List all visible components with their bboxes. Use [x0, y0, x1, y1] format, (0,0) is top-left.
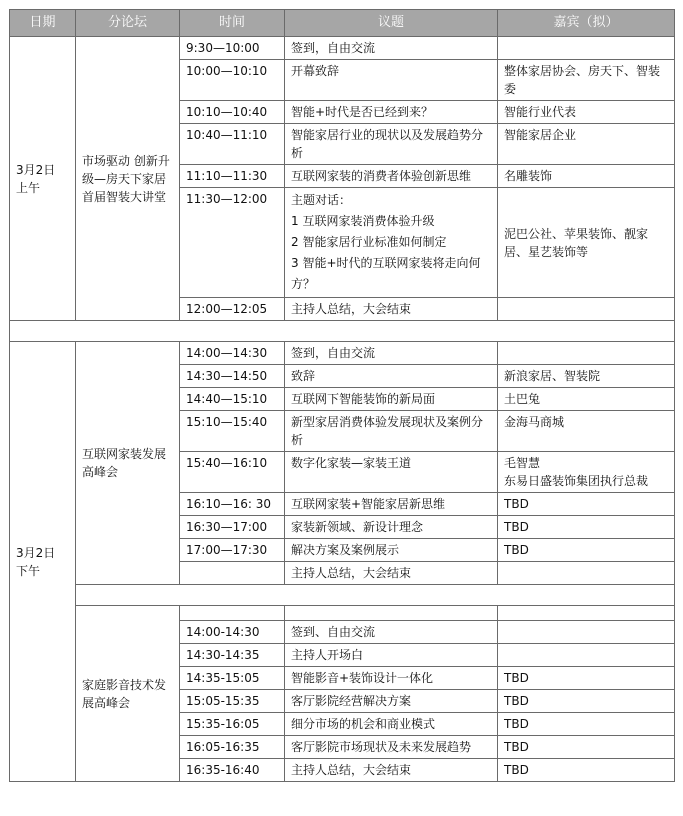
- session-topic: 家装新领域、新设计理念: [285, 516, 498, 539]
- table-row: [10, 37, 675, 60]
- session-time: 10:40—11:10: [180, 124, 285, 165]
- session-time: 14:35-15:05: [180, 667, 285, 690]
- forum1-name: 互联网家装发展高峰会: [82, 447, 167, 479]
- session-time: 14:00-14:30: [180, 621, 285, 644]
- session-time: 16:30—17:00: [180, 516, 285, 539]
- session-topic: 数字化家装—家装王道: [285, 452, 498, 493]
- session-time: 17:00—17:30: [180, 539, 285, 562]
- guest-line: 毛智慧: [504, 456, 541, 470]
- session-time: 15:10—15:40: [180, 411, 285, 452]
- session-guest: [498, 298, 675, 321]
- spacer-cell: [10, 321, 675, 342]
- forum2-name: 家庭影音技术发展高峰会: [82, 677, 167, 710]
- session-guest-multi: [498, 452, 675, 493]
- session-topic: 签到，自由交流: [285, 37, 498, 60]
- afternoon-date-cell: [10, 342, 76, 782]
- session-time: 16:35-16:40: [180, 759, 285, 782]
- table-row: [10, 606, 675, 621]
- session-time: 15:05-15:35: [180, 690, 285, 713]
- spacer-cell: [76, 585, 675, 606]
- table-row: [10, 342, 675, 365]
- session-guest: TBD: [498, 516, 675, 539]
- session-time: 15:40—16:10: [180, 452, 285, 493]
- morning-date: 3月2日 上午: [16, 162, 56, 195]
- session-topic: 互联网家装的消费者体验创新思维: [285, 165, 498, 188]
- session-time: 15:35-16:05: [180, 713, 285, 736]
- session-time: 14:40—15:10: [180, 388, 285, 411]
- session-guest: [498, 562, 675, 585]
- session-topic-blank: [285, 606, 498, 621]
- session-topic: 主持人总结，大会结束: [285, 298, 498, 321]
- session-guest: 整体家居协会、房天下、智装委: [498, 60, 675, 101]
- session-topic: 开幕致辞: [285, 60, 498, 101]
- header-row: [10, 10, 675, 37]
- session-guest: 泥巴公社、苹果装饰、靓家居、星艺装饰等: [498, 188, 675, 298]
- session-guest: TBD: [498, 493, 675, 516]
- forum1-cell: [76, 342, 180, 585]
- session-guest: 土巴兔: [498, 388, 675, 411]
- session-topic: 解决方案及案例展示: [285, 539, 498, 562]
- session-time: 16:05-16:35: [180, 736, 285, 759]
- session-topic: 新型家居消费体验发展现状及案例分析: [285, 411, 498, 452]
- session-time: 14:00—14:30: [180, 342, 285, 365]
- session-guest: 金海马商城: [498, 411, 675, 452]
- session-topic: 客厅影院经营解决方案: [285, 690, 498, 713]
- session-time: 10:10—10:40: [180, 101, 285, 124]
- header-time: 时间: [180, 10, 285, 37]
- session-time: 16:10—16: 30: [180, 493, 285, 516]
- session-topic: 智能家居行业的现状以及发展趋势分析: [285, 124, 498, 165]
- session-topic-dialogue: [285, 188, 498, 298]
- schedule-table: [9, 9, 675, 782]
- dialogue-line: 1 互联网家装消费体验升级: [291, 214, 435, 228]
- forum2-cell: [76, 606, 180, 782]
- session-topic: 主持人开场白: [285, 644, 498, 667]
- session-time: 12:00—12:05: [180, 298, 285, 321]
- session-guest: 新浪家居、智装院: [498, 365, 675, 388]
- session-topic: 主持人总结，大会结束: [285, 759, 498, 782]
- morning-forum-cell: [76, 37, 180, 321]
- session-topic: 主持人总结，大会结束: [285, 562, 498, 585]
- header-topic: 议题: [285, 10, 498, 37]
- session-guest: 智能家居企业: [498, 124, 675, 165]
- dialogue-line: 2 智能家居行业标准如何制定: [291, 235, 447, 249]
- morning-date-cell: [10, 37, 76, 321]
- morning-forum-name: 市场驱动 创新升级—房天下家居首届智装大讲堂: [82, 153, 170, 204]
- session-topic: 客厅影院市场现状及未来发展趋势: [285, 736, 498, 759]
- header-forum: 分论坛: [76, 10, 180, 37]
- spacer-row: [10, 585, 675, 606]
- session-topic: 智能影音+装饰设计一体化: [285, 667, 498, 690]
- session-guest: [498, 644, 675, 667]
- session-topic: 致辞: [285, 365, 498, 388]
- session-time: 14:30—14:50: [180, 365, 285, 388]
- session-time: [180, 562, 285, 585]
- session-guest: 名雕装饰: [498, 165, 675, 188]
- session-time: 11:10—11:30: [180, 165, 285, 188]
- dialogue-line: 3 智能+时代的互联网家装将走向何方？: [291, 256, 481, 291]
- session-guest: [498, 621, 675, 644]
- session-time-blank: [180, 606, 285, 621]
- session-topic: 签到、自由交流: [285, 621, 498, 644]
- session-topic: 互联网家装+智能家居新思维: [285, 493, 498, 516]
- session-topic: 签到，自由交流: [285, 342, 498, 365]
- schedule-container: [9, 9, 675, 782]
- session-topic: 互联网下智能装饰的新局面: [285, 388, 498, 411]
- session-time: 9:30—10:00: [180, 37, 285, 60]
- session-guest: [498, 342, 675, 365]
- session-topic: 智能+时代是否已经到来？: [285, 101, 498, 124]
- afternoon-date: 3月2日 下午: [16, 545, 56, 578]
- session-guest: TBD: [498, 690, 675, 713]
- session-time: 10:00—10:10: [180, 60, 285, 101]
- session-guest: TBD: [498, 736, 675, 759]
- spacer-row: [10, 321, 675, 342]
- session-guest: [498, 37, 675, 60]
- session-guest-blank: [498, 606, 675, 621]
- header-date: 日期: [10, 10, 76, 37]
- session-topic: 细分市场的机会和商业模式: [285, 713, 498, 736]
- session-guest: TBD: [498, 539, 675, 562]
- session-guest: TBD: [498, 667, 675, 690]
- session-guest: 智能行业代表: [498, 101, 675, 124]
- session-time: 14:30-14:35: [180, 644, 285, 667]
- session-guest: TBD: [498, 713, 675, 736]
- guest-line: 东易日盛装饰集团执行总裁: [504, 474, 649, 488]
- header-guest: 嘉宾（拟）: [498, 10, 675, 37]
- session-time: 11:30—12:00: [180, 188, 285, 298]
- session-guest: TBD: [498, 759, 675, 782]
- dialogue-line: 主题对话：: [291, 193, 352, 207]
